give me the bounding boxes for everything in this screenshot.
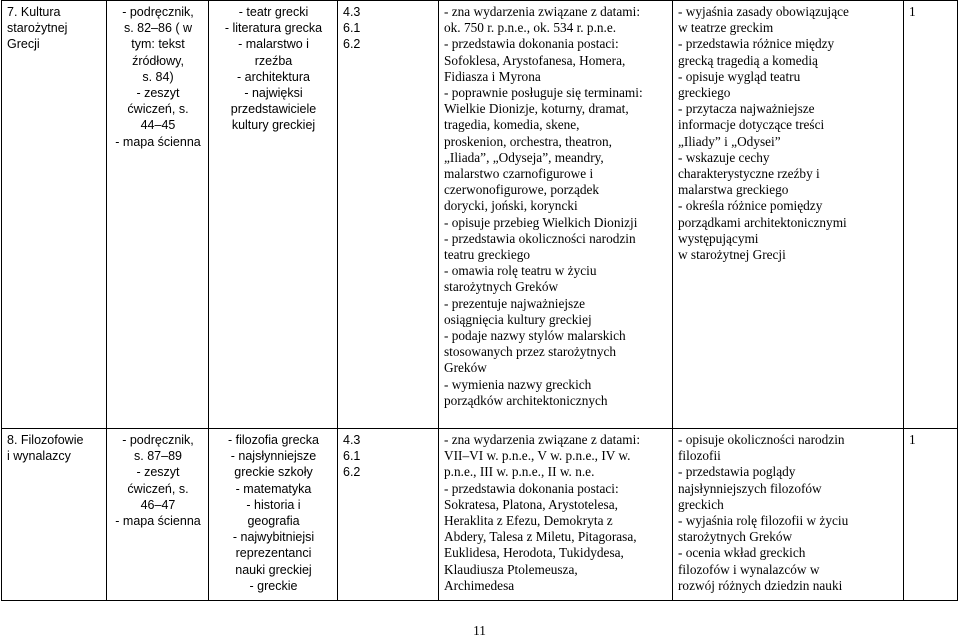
- topic-cell: 7. Kultura starożytnej Grecji: [2, 1, 107, 429]
- table-row: [2, 429, 958, 601]
- curriculum-table: [1, 0, 958, 601]
- content-cell: - teatr grecki - literatura grecka - malarstwo i rzeźba - architektura - najwięksi przedstawiciele kultury greckiej: [209, 1, 338, 429]
- table-row: [2, 1, 958, 429]
- content-cell: - filozofia grecka - najsłynniejsze greckie szkoły - matematyka - historia i geografia - najwybitniejsi reprezentanci nauki greckiej - greckie: [209, 429, 338, 601]
- hours-cell: 1: [904, 429, 958, 601]
- basic-requirements-cell: - zna wydarzenia związane z datami: ok. 750 r. p.n.e., ok. 534 r. p.n.e. - przedstawia dokonania postaci: Sofoklesa, Arystofanesa, Homera, Fidiasza i Myrona - poprawnie posługuje się terminami: Wielkie Dionizje, koturny, dramat, tragedia, komedia, skene, proskenion, orchestra, theatron, „Iliada”, „Odyseja”, meandry, malarstwo czarnofigurowe i czerwonofigurowe, porządek dorycki, joński, koryncki - opisuje przebieg Wielkich Dionizji - przedstawia okoliczności narodzin teatru greckiego - omawia rolę teatru w życiu starożytnych Greków - prezentuje najważniejsze osiągnięcia kultury greckiej - podaje nazwy stylów malarskich stosowanych przez starożytnych Greków - wymienia nazwy greckich porządków architektonicznych: [439, 1, 673, 429]
- topic-cell: 8. Filozofowie i wynalazcy: [2, 429, 107, 601]
- hours-cell: 1: [904, 1, 958, 429]
- curriculum-codes-cell: 4.3 6.1 6.2: [338, 429, 439, 601]
- extended-requirements-cell: - opisuje okoliczności narodzin filozofii - przedstawia poglądy najsłynniejszych filozofów greckich - wyjaśnia rolę filozofii w życiu starożytnych Greków - ocenia wkład greckich filozofów i wynalazców w rozwój różnych dziedzin nauki: [673, 429, 904, 601]
- curriculum-codes-cell: 4.3 6.1 6.2: [338, 1, 439, 429]
- materials-cell: - podręcznik, s. 87–89 - zeszyt ćwiczeń, s. 46–47 - mapa ścienna: [107, 429, 209, 601]
- page-number: 11: [473, 623, 486, 638]
- extended-requirements-cell: - wyjaśnia zasady obowiązujące w teatrze greckim - przedstawia różnice między grecką tragedią a komedią - opisuje wygląd teatru greckiego - przytacza najważniejsze informacje dotyczące treści „Iliady” i „Odysei” - wskazuje cechy charakterystyczne rzeźby i malarstwa greckiego - określa różnice pomiędzy porządkami architektonicznymi występującymi w starożytnej Grecji: [673, 1, 904, 429]
- basic-requirements-cell: - zna wydarzenia związane z datami: VII–VI w. p.n.e., V w. p.n.e., IV w. p.n.e., III w. p.n.e., II w. n.e. - przedstawia dokonania postaci: Sokratesa, Platona, Arystotelesa, Heraklita z Efezu, Demokryta z Abdery, Talesa z Miletu, Pitagorasa, Euklidesa, Herodota, Tukidydesa, Klaudiusza Ptolemeusza, Archimedesa: [439, 429, 673, 601]
- materials-cell: - podręcznik, s. 82–86 ( w tym: tekst źródłowy, s. 84) - zeszyt ćwiczeń, s. 44–45 - mapa ścienna: [107, 1, 209, 429]
